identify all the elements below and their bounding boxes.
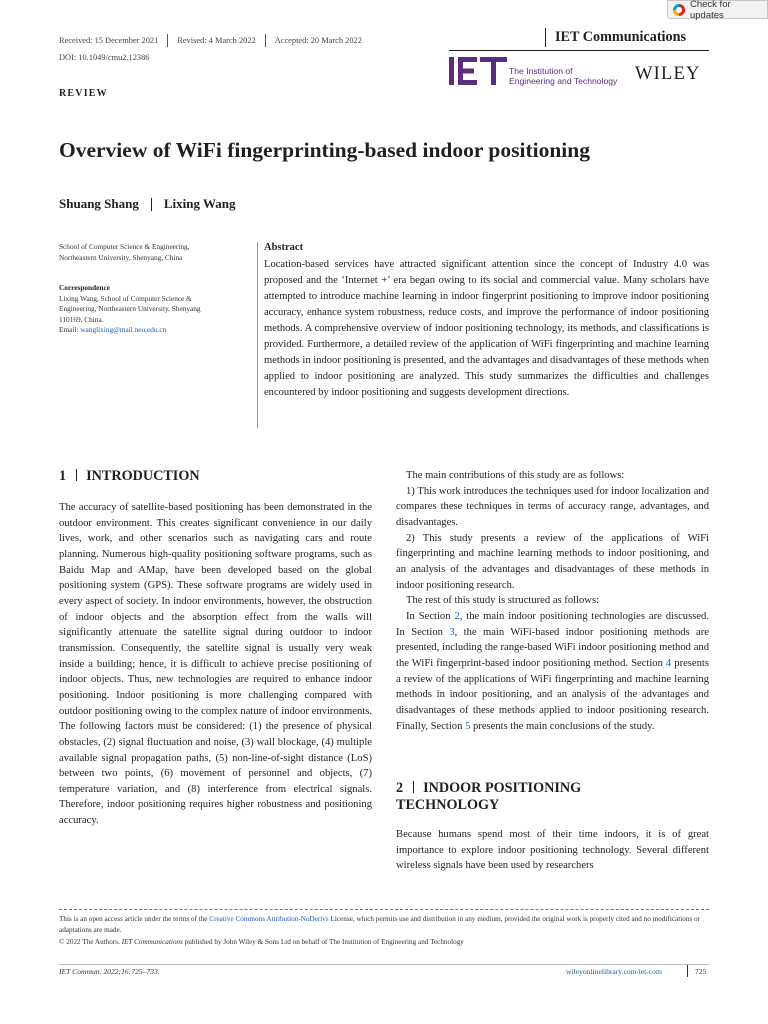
section-link[interactable]: 2	[454, 610, 460, 622]
correspondence-label: Correspondence	[59, 283, 110, 292]
license-notes	[59, 914, 709, 948]
section-title-continued: TECHNOLOGY	[396, 797, 500, 813]
section-link[interactable]: 3	[449, 626, 455, 638]
iet-logo-icon	[449, 57, 507, 85]
check-for-updates-button[interactable]	[667, 0, 768, 19]
citation-text: IET Commun. 2022;16:725–733.	[59, 967, 160, 976]
text-run: © 2022 The Authors.	[59, 937, 122, 946]
correspondence	[59, 283, 249, 336]
header-rule	[449, 50, 709, 51]
article-title: Overview of WiFi fingerprinting-based indoor positioning	[59, 138, 590, 162]
affiliation	[59, 242, 249, 263]
author-separator	[151, 198, 152, 211]
left-column	[59, 500, 372, 829]
iet-wordmark-line2: Engineering and Technology	[509, 75, 618, 86]
heading-bar	[413, 781, 414, 793]
section-link[interactable]: 4	[665, 657, 672, 669]
section-number: 2	[396, 780, 404, 796]
iet-wordmark	[509, 67, 617, 86]
section-2-body	[396, 827, 709, 874]
license-link[interactable]: Creative Commons Attribution-NoDerivs	[209, 915, 329, 923]
email-label: Email:	[59, 325, 81, 335]
text-run: published by John Wiley & Sons Ltd on behalf of The Institution of Engineering and Technology	[182, 937, 464, 946]
structure-paragraph	[396, 609, 709, 734]
article-dates	[59, 34, 362, 47]
author-list	[59, 196, 236, 212]
section-link[interactable]: 5	[465, 720, 471, 732]
correspondence-line: 110169, China.	[59, 314, 104, 324]
license-line	[59, 914, 709, 937]
heading-bar	[76, 469, 77, 481]
contribution-item: 2) This study presents a review of the applications of WiFi fingerprinting and machine learning methods to indoor positioning, and an analysis of the advantages and disadvantages of these methods in indoor positioning research.	[396, 532, 709, 591]
text-run: License, which permits use and distribution in any medium, provided the original work is properly cited and no modifications or adaptations are made.	[59, 915, 700, 935]
iet-wordmark-line1: The Institution of	[509, 66, 573, 76]
text-run: , the main indoor positioning technologies are discussed. In Section	[396, 610, 709, 638]
date-separator	[265, 34, 266, 47]
section-title: INDOOR POSITIONING	[423, 780, 582, 796]
text-run: , the main WiFi-based indoor positioning methods are presented, including the range-based WiFi indoor positioning method and the WiFi fingerprint-based indoor positioning method. Section	[396, 626, 709, 669]
section-2-paragraph: Because humans spend most of their time indoors, it is of great importance to explore indoor positioning technology. Several different wireless signals have been used by researchers	[396, 829, 709, 872]
doi[interactable]: DOI: 10.1049/cmu2.12386	[59, 53, 150, 62]
article-type: REVIEW	[59, 88, 108, 99]
text-run: presents the main conclusions of the study.	[470, 720, 655, 732]
affiliation-line: School of Computer Science & Engineering,	[59, 242, 190, 251]
footer-rule	[59, 964, 709, 965]
correspondence-line: Engineering, Northeastern University, Shenyang	[59, 304, 201, 314]
citation	[59, 967, 160, 976]
right-column	[396, 468, 709, 734]
check-for-updates-label: Check for updates	[689, 0, 731, 21]
crossmark-icon	[673, 4, 685, 16]
author-name[interactable]: Shuang Shang	[59, 196, 139, 211]
accepted-date: Accepted: 20 March 2022	[274, 36, 362, 45]
text-run: In Section	[406, 610, 455, 622]
intro-paragraph: The accuracy of satellite-based positioning has been demonstrated in the outdoor environment. This creates significant convenience in our daily lives, work, and other scenarios such as navigating cars and route planning. Numerous high-quality positioning software programs, such as Baidu Map and AMap, have been developed based on the global positioning system (GPS). These software programs are widely used in every aspect of society. In indoor environments, however, the obstruction of indoor objects and the absorption effect from the walls will significantly attenuate the satellite signal during outdoor to indoor transmission. Consequently, the satellite signal is usually very weak inside a building; hence, it is difficult to achieve precise positioning of indoor objects. Thus, new technologies are required to enhance indoor positioning. Indoor positioning is more challenging compared with outdoor positioning owing to the complex nature of indoor environments. The following factors must be considered: (1) the presence of physical obstacles, (2) signal fluctuation and noise, (3) wall blockage, (4) multiple available signal propagation paths, (5) non-line-of-sight distance (LoS) between two points, (6) movement of personnel and objects, (7) temperature variation, and (8) interference from electrical signals. Therefore, indoor positioning requires higher robustness and positioning accuracy.	[59, 502, 372, 827]
journal-divider	[545, 28, 546, 47]
correspondence-line: Lixing Wang, School of Computer Science &	[59, 293, 192, 303]
structure-intro: The rest of this study is structured as follows:	[406, 595, 600, 607]
journal-italic: IET Communications	[121, 937, 183, 946]
email-line	[59, 325, 249, 336]
journal-url-link[interactable]: wileyonlinelibrary.com/iet-com	[566, 967, 662, 976]
contribution-item: 1) This work introduces the techniques used for indoor localization and compares these techniques in terms of accuracy range, advantages, and disadvantages.	[396, 485, 709, 528]
section-1-heading	[59, 468, 200, 485]
affiliation-line: Northeastern University, Shenyang, China	[59, 252, 183, 262]
revised-date: Revised: 4 March 2022	[177, 36, 256, 45]
footnote-divider	[59, 909, 709, 910]
footer-separator	[687, 965, 688, 977]
received-date: Received: 15 December 2021	[59, 36, 159, 45]
wiley-logo: WILEY	[635, 64, 701, 84]
text-run: This is an open access article under the terms of the	[59, 915, 210, 923]
section-2-heading	[396, 780, 581, 814]
abstract-heading: Abstract	[264, 242, 304, 253]
abstract-divider	[257, 242, 258, 428]
author-name[interactable]: Lixing Wang	[163, 196, 236, 211]
abstract-text: Location-based services have attracted significant attention since the concept of Industry 4.0 was proposed and the ‘Internet +’ era began owing to its social and commercial value. Many scholars have attempted to introduce machine learning in indoor fingerprint positioning to improve indoor positioning accuracy, enhance system robustness, reduce costs, and improve the performance of indoor positioning methods. A comprehensive overview of indoor positioning technology, its methods, and classifications is provided. Furthermore, a detailed review of the application of WiFi fingerprinting and machine learning methods in indoor positioning is presented, and the advantages and disadvantages of these methods when applied to indoor positioning are analyzed. This study summarizes the difficulties and challenges encountered by indoor positioning and suggests development directions.	[264, 259, 709, 398]
section-number: 1	[59, 468, 67, 484]
journal-name: IET Communications	[555, 29, 686, 45]
section-title: INTRODUCTION	[86, 468, 200, 484]
text-run: presents a review of the applications of WiFi fingerprinting and machine learning methods in indoor positioning, and an analysis of the advantages and disadvantages of these methods applied to indoor positioning research. Finally, Section	[396, 657, 709, 732]
email-link[interactable]: wanglixing@mail.neu.edu.cn	[80, 325, 167, 335]
copyright-line	[59, 937, 709, 948]
page-number: 725	[695, 967, 707, 976]
contributions-intro: The main contributions of this study are as follows:	[406, 470, 625, 481]
date-separator	[167, 34, 168, 47]
